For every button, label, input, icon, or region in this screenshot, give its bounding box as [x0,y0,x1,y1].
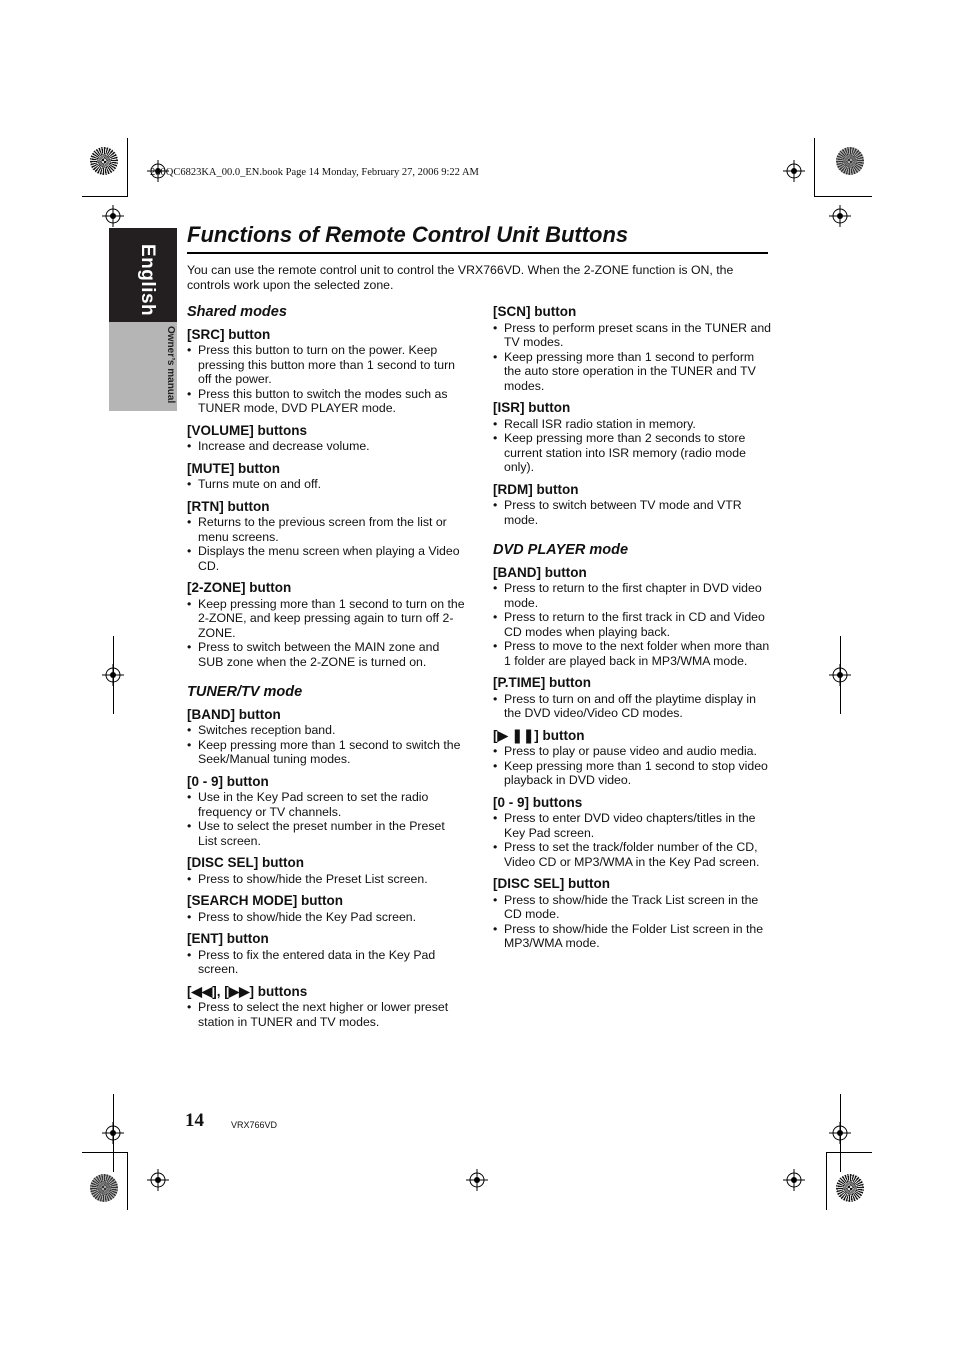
button-heading: [VOLUME] buttons [187,422,307,438]
bullet-list [493,811,771,869]
list-item: • Turns mute on and off. [187,477,465,492]
bullet-list [187,597,465,670]
list-item: • Press to return to the first chapter in DVD video mode. [493,581,771,610]
bullet-list [187,515,465,573]
title-rule [187,252,768,254]
list-item: • Press to show/hide the Key Pad screen. [187,910,465,925]
bullet-list [493,321,771,394]
book-header: 280QC6823KA_00.0_EN.book Page 14 Monday, February 27, 2006 9:22 AM [150,167,479,178]
bullet-list [187,477,465,492]
list-item: • Press this button to turn on the power. Keep pressing this button more than 1 second to turn off the power. [187,343,465,387]
list-item: • Press to play or pause video and audio media. [493,744,771,759]
button-heading: [SCN] button [493,304,577,319]
button-heading: [▶ ❚❚] button [493,727,585,743]
color-dial-icon [836,1174,864,1202]
registration-mark-icon [829,205,851,227]
button-heading: [BAND] button [187,706,281,722]
button-heading: [DISC SEL] button [493,876,610,891]
list-item: • Press to fix the entered data in the Key Pad screen. [187,948,465,977]
bullet-list [187,723,465,767]
registration-mark-icon [466,1169,488,1191]
section-heading: TUNER/TV mode [187,684,303,700]
list-item: • Press to enter DVD video chapters/titles in the Key Pad screen. [493,811,771,840]
registration-mark-icon [829,1122,851,1144]
color-dial-icon [90,1174,118,1202]
bullet-list [493,417,771,475]
button-heading: [RDM] button [493,481,579,497]
button-heading: [ISR] button [493,400,571,415]
list-item: • Returns to the previous screen from the list or menu screens. [187,515,465,544]
section-heading: Shared modes [187,304,287,320]
list-item: • Keep pressing more than 2 seconds to store current station into ISR memory (radio mode only). [493,431,771,475]
registration-mark-icon [783,1169,805,1191]
registration-mark-icon [102,1122,124,1144]
color-dial-icon [836,147,864,175]
color-dial-icon [90,147,118,175]
intro-paragraph: You can use the remote control unit to control the VRX766VD. When the 2-ZONE function is ON, the controls work upon the selected zone. [187,263,734,292]
registration-mark-icon [147,1169,169,1191]
bullet-list [187,439,465,454]
button-heading: [SEARCH MODE] button [187,893,343,908]
button-heading: [0 - 9] buttons [493,794,583,810]
list-item: • Press to show/hide the Track List screen in the CD mode. [493,893,771,922]
list-item: • Use to select the preset number in the Preset List screen. [187,819,465,848]
list-item: • Press to switch between the MAIN zone and SUB zone when the 2-ZONE is turned on. [187,640,465,669]
list-item: • Switches reception band. [187,723,465,738]
button-heading: [BAND] button [493,564,587,580]
list-item: • Press to perform preset scans in the TUNER and TV modes. [493,321,771,350]
button-heading: [ENT] button [187,931,269,946]
right-column [493,305,771,959]
list-item: • Press to set the track/folder number of the CD, Video CD or MP3/WMA in the Key Pad screen. [493,840,771,869]
button-heading: [MUTE] button [187,460,280,476]
bullet-list [493,744,771,788]
bullet-list [187,790,465,848]
list-item: • Press this button to switch the modes such as TUNER mode, DVD PLAYER mode. [187,387,465,416]
button-heading: [◀◀], [▶▶] buttons [187,983,308,999]
list-item: • Press to select the next higher or lower preset station in TUNER and TV modes. [187,1000,465,1029]
registration-mark-icon [829,664,851,686]
list-item: • Keep pressing more than 1 second to switch the Seek/Manual tuning modes. [187,738,465,767]
button-heading: [P.TIME] button [493,675,591,690]
bullet-list [493,692,771,721]
section-heading: DVD PLAYER mode [493,542,629,558]
model-label: VRX766VD [231,1120,278,1130]
list-item: • Press to switch between TV mode and VTR mode. [493,498,771,527]
button-heading: [SRC] button [187,326,271,342]
page-number: 14 [185,1110,204,1131]
list-item: • Press to move to the next folder when more than 1 folder are played back in MP3/WMA mode. [493,639,771,668]
language-tab-label: English [137,244,158,317]
list-item: • Displays the menu screen when playing a Video CD. [187,544,465,573]
bullet-list [187,948,465,977]
list-item: • Keep pressing more than 1 second to turn on the 2-ZONE, and keep pressing again to turn off 2-ZONE. [187,597,465,641]
registration-mark-icon [102,664,124,686]
bullet-list [187,910,465,925]
button-heading: [0 - 9] button [187,773,269,789]
page-title: Functions of Remote Control Unit Buttons [187,222,629,247]
registration-mark-icon [783,160,805,182]
button-heading: [DISC SEL] button [187,855,304,870]
list-item: • Press to show/hide the Folder List screen in the MP3/WMA mode. [493,922,771,951]
bullet-list [187,872,465,887]
list-item: • Press to return to the first track in CD and Video CD modes when playing back. [493,610,771,639]
list-item: • Increase and decrease volume. [187,439,465,454]
list-item: • Use in the Key Pad screen to set the radio frequency or TV channels. [187,790,465,819]
bullet-list [187,343,465,416]
button-heading: [2-ZONE] button [187,580,292,595]
bullet-list [187,1000,465,1029]
list-item: • Press to show/hide the Preset List screen. [187,872,465,887]
left-column [187,305,465,1037]
list-item: • Keep pressing more than 1 second to perform the auto store operation in the TUNER and TV modes. [493,350,771,394]
bullet-list [493,893,771,951]
list-item: • Keep pressing more than 1 second to stop video playback in DVD video. [493,759,771,788]
list-item: • Press to turn on and off the playtime display in the DVD video/Video CD modes. [493,692,771,721]
list-item: • Recall ISR radio station in memory. [493,417,771,432]
bullet-list [493,581,771,668]
registration-mark-icon [102,205,124,227]
button-heading: [RTN] button [187,498,270,514]
bullet-list [493,498,771,527]
